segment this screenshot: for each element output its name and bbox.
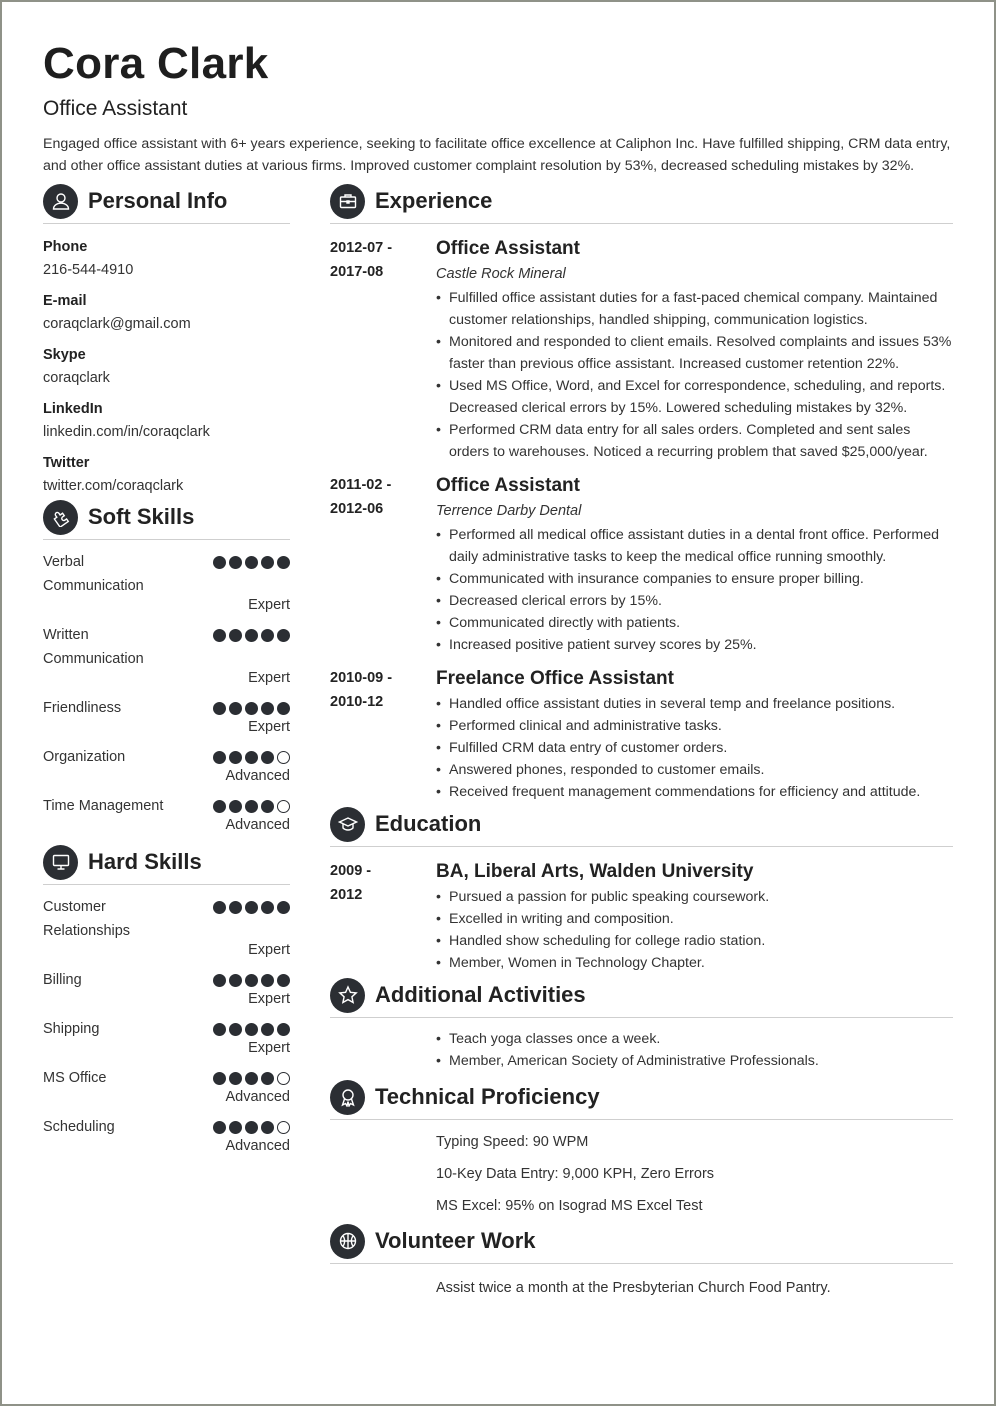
rating-dot-filled [261, 901, 274, 914]
volunteer-title: Volunteer Work [375, 1228, 536, 1253]
skill-rating [213, 751, 290, 764]
rating-dot-filled [229, 1023, 242, 1036]
skill-level: Expert [248, 942, 290, 958]
education-header [330, 805, 953, 847]
rating-dot-filled [229, 1121, 242, 1134]
info-item-linkedin [43, 398, 290, 444]
skill-item [43, 623, 290, 688]
bullet-item: • Handled show scheduling for college radio station. [436, 930, 953, 952]
skill-name: Verbal Communication [43, 554, 144, 594]
rating-dot-filled [229, 1072, 242, 1085]
entry-body [436, 236, 953, 463]
info-label: E-mail [43, 293, 87, 309]
rating-dot-filled [261, 556, 274, 569]
bullet-item: • Performed CRM data entry for all sales orders. Completed and sent sales orders to warehouses. Noticed a recurring problem that saved $25,000/year. [436, 419, 953, 463]
rating-dot-filled [261, 751, 274, 764]
date-start: 2009 - [330, 863, 372, 879]
bullet-list [436, 693, 953, 803]
rating-dot-filled [245, 1023, 258, 1036]
rating-dot-filled [245, 974, 258, 987]
soft-skills-header [43, 498, 290, 540]
date-end: 2017-08 [330, 264, 384, 280]
bullet-item: • Handled office assistant duties in several temp and freelance positions. [436, 693, 953, 715]
rating-dot-empty [277, 1121, 290, 1134]
skill-level: Advanced [225, 817, 290, 833]
info-value: twitter.com/coraqclark [43, 478, 184, 494]
experience-entry [330, 236, 953, 463]
candidate-name: Cora Clark [43, 39, 269, 88]
skill-level: Advanced [225, 768, 290, 784]
briefcase-icon [330, 184, 365, 219]
rating-dot-filled [213, 974, 226, 987]
date-end: 2012-06 [330, 501, 384, 517]
rating-dot-filled [261, 629, 274, 642]
job-title: Freelance Office Assistant [436, 668, 674, 689]
skill-row [43, 623, 290, 671]
bullet-item: • Pursued a passion for public speaking coursework. [436, 886, 953, 908]
bullet-item: • Increased positive patient survey scores by 25%. [436, 634, 953, 656]
bullet-item: • Answered phones, responded to customer emails. [436, 759, 953, 781]
activities-body [330, 1028, 953, 1072]
info-value: 216-544-4910 [43, 262, 134, 278]
rating-dot-filled [245, 702, 258, 715]
monitor-icon [43, 845, 78, 880]
skill-item [43, 794, 290, 835]
right-column [330, 182, 953, 1304]
proficiency-line: Typing Speed: 90 WPM [436, 1134, 589, 1150]
skill-level: Expert [248, 991, 290, 1007]
company-name: Terrence Darby Dental [436, 503, 582, 519]
rating-dot-filled [261, 702, 274, 715]
date-start: 2011-02 - [330, 477, 392, 493]
info-value: coraqclark@gmail.com [43, 316, 191, 332]
candidate-role: Office Assistant [43, 97, 188, 120]
skill-name: MS Office [43, 1070, 107, 1086]
company-name: Castle Rock Mineral [436, 266, 566, 282]
proficiency-line: 10-Key Data Entry: 9,000 KPH, Zero Errors [436, 1166, 715, 1182]
skill-item [43, 745, 290, 786]
rating-dot-filled [245, 901, 258, 914]
rating-dot-filled [277, 974, 290, 987]
user-icon [43, 184, 78, 219]
rating-dot-filled [213, 702, 226, 715]
skill-rating [213, 702, 290, 715]
rating-dot-filled [277, 1023, 290, 1036]
rating-dot-filled [229, 629, 242, 642]
bullet-item: • Communicated with insurance companies to ensure proper billing. [436, 568, 953, 590]
activities-title: Additional Activities [375, 982, 586, 1007]
experience-entry [330, 473, 953, 656]
job-title: Office Assistant [436, 475, 580, 496]
rating-dot-filled [245, 629, 258, 642]
info-item-skype [43, 344, 290, 390]
bullet-list [436, 524, 953, 656]
bullet-item: • Decreased clerical errors by 15%. [436, 590, 953, 612]
skill-level: Advanced [225, 1138, 290, 1154]
technical-body [330, 1126, 953, 1222]
skill-row [43, 895, 290, 943]
entry-date [330, 473, 436, 656]
skill-row [43, 550, 290, 598]
skill-rating [213, 974, 290, 987]
skill-level: Advanced [225, 1089, 290, 1105]
skill-rating [213, 629, 290, 642]
rating-dot-filled [277, 702, 290, 715]
skill-rating [213, 1023, 290, 1036]
bullet-list [436, 886, 953, 974]
education-entry [330, 859, 953, 974]
skill-level: Expert [248, 597, 290, 613]
degree-title: BA, Liberal Arts, Walden University [436, 861, 754, 882]
bullet-item: • Used MS Office, Word, and Excel for correspondence, scheduling, and reports. Decreased clerical errors by 15%. Lowered scheduling mistakes by 32%. [436, 375, 953, 419]
rating-dot-empty [277, 751, 290, 764]
rating-dot-filled [229, 556, 242, 569]
skill-item [43, 1115, 290, 1156]
rating-dot-filled [277, 556, 290, 569]
rating-dot-filled [245, 1121, 258, 1134]
info-value: coraqclark [43, 370, 110, 386]
skill-rating [213, 556, 290, 569]
info-label: Twitter [43, 455, 90, 471]
entry-body [436, 666, 953, 803]
rating-dot-filled [261, 1121, 274, 1134]
bullet-item: • Received frequent management commendations for efficiency and attitude. [436, 781, 953, 803]
rating-dot-filled [213, 629, 226, 642]
skill-rating [213, 800, 290, 813]
skill-item [43, 696, 290, 737]
info-label: Phone [43, 239, 88, 255]
skill-level: Expert [248, 719, 290, 735]
rating-dot-filled [277, 901, 290, 914]
technical-title: Technical Proficiency [375, 1084, 600, 1109]
skill-rating [213, 1072, 290, 1085]
info-label: Skype [43, 347, 86, 363]
skill-item [43, 968, 290, 1009]
activities-header [330, 976, 953, 1018]
info-item-phone [43, 236, 290, 282]
rating-dot-empty [277, 800, 290, 813]
skill-level: Expert [248, 670, 290, 686]
resume-header [43, 38, 953, 177]
rating-dot-filled [229, 751, 242, 764]
graduation-cap-icon [330, 807, 365, 842]
experience-header [330, 182, 953, 224]
left-column [43, 182, 290, 1164]
rating-dot-filled [229, 800, 242, 813]
personal-info-list [43, 236, 290, 498]
education-title: Education [375, 811, 482, 836]
rating-dot-filled [213, 901, 226, 914]
experience-entry [330, 666, 953, 803]
rating-dot-filled [245, 556, 258, 569]
bullet-item: • Monitored and responded to client emails. Resolved complaints and issues 53% faster than previous office assistant. Increased customer retention 22%. [436, 331, 953, 375]
skill-level: Expert [248, 1040, 290, 1056]
info-value: linkedin.com/in/coraqclark [43, 424, 210, 440]
rating-dot-filled [261, 1023, 274, 1036]
skill-name: Time Management [43, 798, 164, 814]
rating-dot-filled [261, 974, 274, 987]
skill-item [43, 1017, 290, 1058]
rating-dot-filled [245, 1072, 258, 1085]
bullet-list [436, 287, 953, 463]
rating-dot-filled [213, 751, 226, 764]
rating-dot-filled [213, 1121, 226, 1134]
proficiency-line: MS Excel: 95% on Isograd MS Excel Test [436, 1198, 703, 1214]
rating-dot-filled [277, 629, 290, 642]
hard-skills-title: Hard Skills [88, 849, 202, 874]
job-title: Office Assistant [436, 238, 580, 259]
bullet-list [436, 1028, 953, 1072]
volunteer-body [330, 1272, 953, 1304]
soft-skills-list [43, 550, 290, 835]
date-start: 2012-07 - [330, 240, 393, 256]
personal-info-header [43, 182, 290, 224]
bullet-item: • Communicated directly with patients. [436, 612, 953, 634]
bullet-item: • Performed all medical office assistant duties in a dental front office. Performed daily administrative tasks to keep the medical office running smoothly. [436, 524, 953, 568]
bullet-item: • Excelled in writing and composition. [436, 908, 953, 930]
puzzle-icon [43, 500, 78, 535]
rating-dot-empty [277, 1072, 290, 1085]
info-item-twitter [43, 452, 290, 498]
entry-date [330, 666, 436, 803]
rating-dot-filled [229, 974, 242, 987]
date-end: 2012 [330, 887, 363, 903]
entry-date [330, 859, 436, 974]
date-start: 2010-09 - [330, 670, 393, 686]
skill-name: Shipping [43, 1021, 100, 1037]
bullet-item: • Fulfilled office assistant duties for a fast-paced chemical company. Maintained customer relationships, handled shipping, communication logistics. [436, 287, 953, 331]
skill-name: Customer Relationships [43, 899, 131, 939]
bullet-item: • Fulfilled CRM data entry of customer orders. [436, 737, 953, 759]
hard-skills-list [43, 895, 290, 1156]
technical-header [330, 1078, 953, 1120]
star-icon [330, 978, 365, 1013]
volunteer-header [330, 1222, 953, 1264]
bullet-item: • Member, American Society of Administrative Professionals. [436, 1050, 953, 1072]
volunteer-line: Assist twice a month at the Presbyterian Church Food Pantry. [436, 1280, 831, 1296]
bullet-item: • Performed clinical and administrative tasks. [436, 715, 953, 737]
info-label: LinkedIn [43, 401, 103, 417]
hard-skills-header [43, 843, 290, 885]
award-icon [330, 1080, 365, 1115]
rating-dot-filled [229, 901, 242, 914]
rating-dot-filled [245, 751, 258, 764]
skill-name: Friendliness [43, 700, 122, 716]
rating-dot-filled [261, 1072, 274, 1085]
soft-skills-title: Soft Skills [88, 504, 195, 529]
skill-name: Organization [43, 749, 126, 765]
experience-title: Experience [375, 188, 493, 213]
rating-dot-filled [245, 800, 258, 813]
rating-dot-filled [213, 1023, 226, 1036]
skill-name: Scheduling [43, 1119, 115, 1135]
bullet-item: • Teach yoga classes once a week. [436, 1028, 953, 1050]
basketball-icon [330, 1224, 365, 1259]
skill-name: Billing [43, 972, 82, 988]
rating-dot-filled [261, 800, 274, 813]
skill-item [43, 1066, 290, 1107]
skill-rating [213, 1121, 290, 1134]
rating-dot-filled [213, 556, 226, 569]
rating-dot-filled [213, 1072, 226, 1085]
info-item-email [43, 290, 290, 336]
entry-body [436, 473, 953, 656]
bullet-item: • Member, Women in Technology Chapter. [436, 952, 953, 974]
skill-item [43, 895, 290, 960]
entry-body [436, 859, 953, 974]
date-end: 2010-12 [330, 694, 384, 710]
entry-date [330, 236, 436, 463]
skill-item [43, 550, 290, 615]
skill-name: Written Communication [43, 627, 144, 667]
rating-dot-filled [213, 800, 226, 813]
rating-dot-filled [229, 702, 242, 715]
skill-rating [213, 901, 290, 914]
profile-summary: Engaged office assistant with 6+ years experience, seeking to facilitate office excellence at Caliphon Inc. Have fulfilled shipping, CRM data entry, and other office assistant duties at various firms. Improved customer complaint resolution by 53%, decreased scheduling mistakes by 32%. [43, 136, 951, 174]
personal-info-title: Personal Info [88, 188, 228, 213]
